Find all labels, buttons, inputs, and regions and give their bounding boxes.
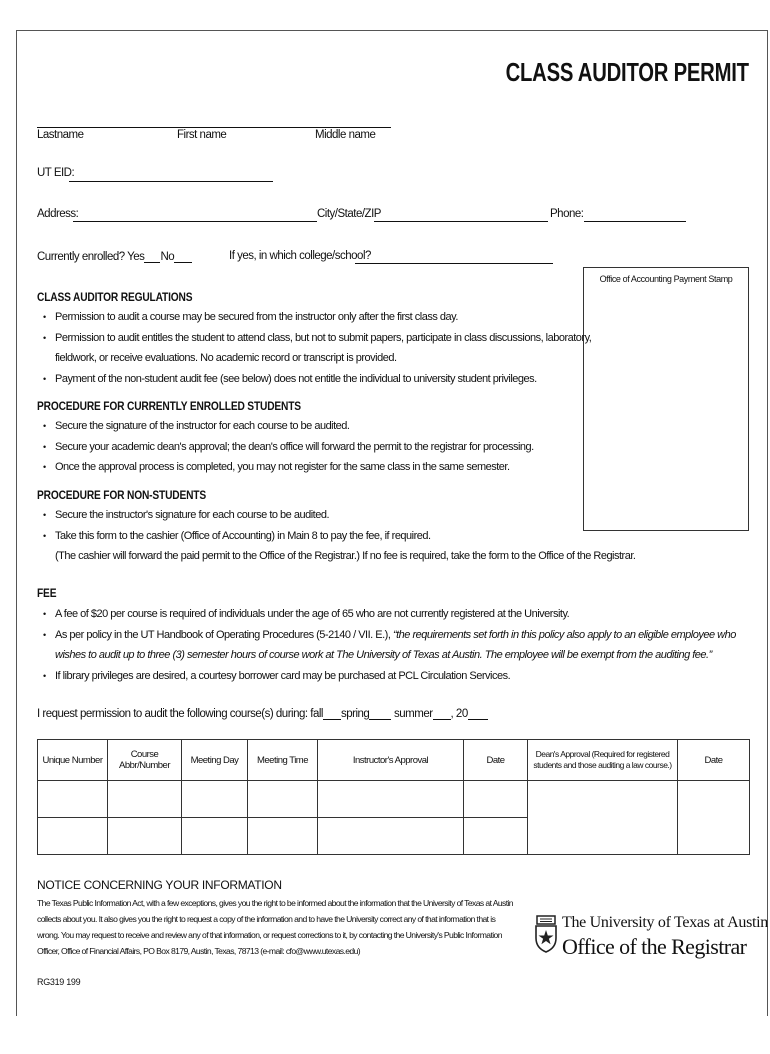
course-abbr-cell[interactable] xyxy=(108,781,182,818)
payment-stamp-box xyxy=(583,267,749,531)
last-name-label: Lastname xyxy=(37,129,84,141)
phone-label: Phone: xyxy=(550,208,584,220)
col-date: Date xyxy=(464,740,528,781)
summer-label: summer xyxy=(394,708,433,720)
date-cell[interactable] xyxy=(464,781,528,818)
phone-field[interactable] xyxy=(584,221,686,222)
meeting-time-cell[interactable] xyxy=(248,818,318,855)
payment-stamp-label: Office of Accounting Payment Stamp xyxy=(599,274,733,284)
notice-body: The Texas Public Information Act, with a few exceptions, gives you the right to be informed about the information that the University of Texas at Austin collects about you. It also gives you the right to request a copy of the information and to have the University correct any of that information that is wrong. You may request to receive and review any of that information, or request corrections to it, by contacting the University's Public Information Officer, Office of Financial Affairs, PO Box 8179, Austin, Texas, 78713 (e-mail: cfo@www.utexas.edu) xyxy=(37,898,513,956)
enrolled-procedure-list xyxy=(37,416,534,478)
list-item xyxy=(37,625,736,646)
list-item: • Payment of the non-student audit fee (see below) does not entitle the individual to university student privileges. xyxy=(37,369,591,390)
list-item-continuation xyxy=(37,645,736,666)
col-course-abbr: Course Abbr/Number xyxy=(108,740,182,781)
enrolled-no-field[interactable] xyxy=(174,250,192,263)
regulations-list xyxy=(37,307,591,389)
logo-line-2: Office of the Registrar xyxy=(562,934,747,959)
col-meeting-time: Meeting Time xyxy=(248,740,318,781)
page-title: CLASS AUDITOR PERMIT xyxy=(505,57,749,87)
ut-eid-label: UT EID: xyxy=(37,167,75,179)
fee-heading: FEE xyxy=(37,586,57,600)
college-label: If yes, in which college/school? xyxy=(229,250,371,262)
instructor-approval-cell[interactable] xyxy=(318,818,464,855)
col-instructor-approval: Instructor's Approval xyxy=(318,740,464,781)
col-meeting-day: Meeting Day xyxy=(182,740,248,781)
nonstudent-procedure-list xyxy=(37,505,635,567)
permit-form xyxy=(16,30,768,1016)
enrolled-yes-field[interactable] xyxy=(144,250,160,263)
list-item: • If library privileges are desired, a courtesy borrower card may be purchased at PCL Circulation Services. xyxy=(37,666,736,687)
list-item-continuation: fieldwork, or receive evaluations. No academic record or transcript is provided. xyxy=(55,352,397,364)
fee-list xyxy=(37,604,736,686)
city-state-zip-field[interactable] xyxy=(374,221,548,222)
year-field[interactable] xyxy=(468,707,488,720)
name-line[interactable] xyxy=(37,127,391,128)
col-dean-approval: Dean's Approval (Required for registered students and those auditing a law course.) xyxy=(528,740,678,781)
fall-field[interactable] xyxy=(323,707,341,720)
ut-seal-icon xyxy=(534,914,558,954)
col-dean-date: Date xyxy=(678,740,750,781)
enrolled-question xyxy=(37,250,192,263)
summer-field[interactable] xyxy=(433,707,451,720)
notice-heading: NOTICE CONCERNING YOUR INFORMATION xyxy=(37,878,282,892)
form-number: RG319 199 xyxy=(37,977,81,987)
spring-field[interactable] xyxy=(369,707,391,720)
request-text: I request permission to audit the following course(s) during: xyxy=(37,708,308,720)
dean-approval-cell[interactable] xyxy=(528,781,678,855)
meeting-day-cell[interactable] xyxy=(182,818,248,855)
request-line xyxy=(37,707,488,720)
list-item: • Secure the signature of the instructor for each course to be audited. xyxy=(37,416,534,437)
date-cell[interactable] xyxy=(464,818,528,855)
list-item: • Secure your academic dean's approval; the dean's office will forward the permit to the registrar for processing. xyxy=(37,437,534,458)
list-item: • Secure the instructor's signature for each course to be audited. xyxy=(37,505,635,526)
list-item: • A fee of $20 per course is required of individuals under the age of 65 who are not currently registered at the University. xyxy=(37,604,736,625)
list-item: • Once the approval process is completed, you may not register for the same class in the same semester. xyxy=(37,457,534,478)
fee-policy-text: As per policy in the UT Handbook of Operating Procedures (5-2140 / VII. E.), xyxy=(55,628,393,641)
list-item: • Permission to audit entitles the student to attend class, but not to submit papers, participate in class discussions, laboratory, xyxy=(37,328,591,349)
meeting-day-cell[interactable] xyxy=(182,781,248,818)
address-field[interactable] xyxy=(73,221,317,222)
spring-label: spring xyxy=(340,708,370,720)
city-state-zip-label: City/State/ZIP xyxy=(317,208,381,220)
course-abbr-cell[interactable] xyxy=(108,818,182,855)
table-row xyxy=(38,781,750,818)
address-label: Address: xyxy=(37,208,79,220)
ut-eid-field[interactable] xyxy=(69,181,273,182)
course-table xyxy=(37,739,750,855)
col-unique-number: Unique Number xyxy=(38,740,108,781)
list-item: • Take this form to the cashier (Office of Accounting) in Main 8 to pay the fee, if required. xyxy=(37,526,635,547)
fall-label: fall xyxy=(310,708,323,720)
enrolled-yes-label: Yes xyxy=(127,251,145,263)
middle-name-label: Middle name xyxy=(315,129,376,141)
table-header-row xyxy=(38,740,750,781)
list-item-continuation: (The cashier will forward the paid permit to the Office of the Registrar.) If no fee is required, take the form to the Office of the Registrar. xyxy=(55,550,636,562)
unique-number-cell[interactable] xyxy=(38,781,108,818)
enrolled-no-label: No xyxy=(160,251,175,263)
list-item: • Permission to audit a course may be secured from the instructor only after the first class day. xyxy=(37,307,591,328)
nonstudent-procedure-heading: PROCEDURE FOR NON-STUDENTS xyxy=(37,488,206,502)
logo-line-1: The University of Texas at Austin xyxy=(562,914,768,931)
meeting-time-cell[interactable] xyxy=(248,781,318,818)
college-field[interactable] xyxy=(355,263,553,264)
fee-policy-quote-cont: wishes to audit up to three (3) semester hours of course work at The University of Texas at Austin. The employee will be exempt from the auditing fee.” xyxy=(55,649,712,661)
unique-number-cell[interactable] xyxy=(38,818,108,855)
enrolled-procedure-heading: PROCEDURE FOR CURRENTLY ENROLLED STUDENTS xyxy=(37,399,301,413)
first-name-label: First name xyxy=(177,129,227,141)
year-label: , 20 xyxy=(450,708,468,720)
instructor-approval-cell[interactable] xyxy=(318,781,464,818)
fee-policy-quote: “the requirements set forth in this policy also apply to an eligible employee who xyxy=(392,628,736,641)
regulations-heading: CLASS AUDITOR REGULATIONS xyxy=(37,290,193,304)
dean-date-cell[interactable] xyxy=(678,781,750,855)
enrolled-label: Currently enrolled? xyxy=(37,251,125,263)
